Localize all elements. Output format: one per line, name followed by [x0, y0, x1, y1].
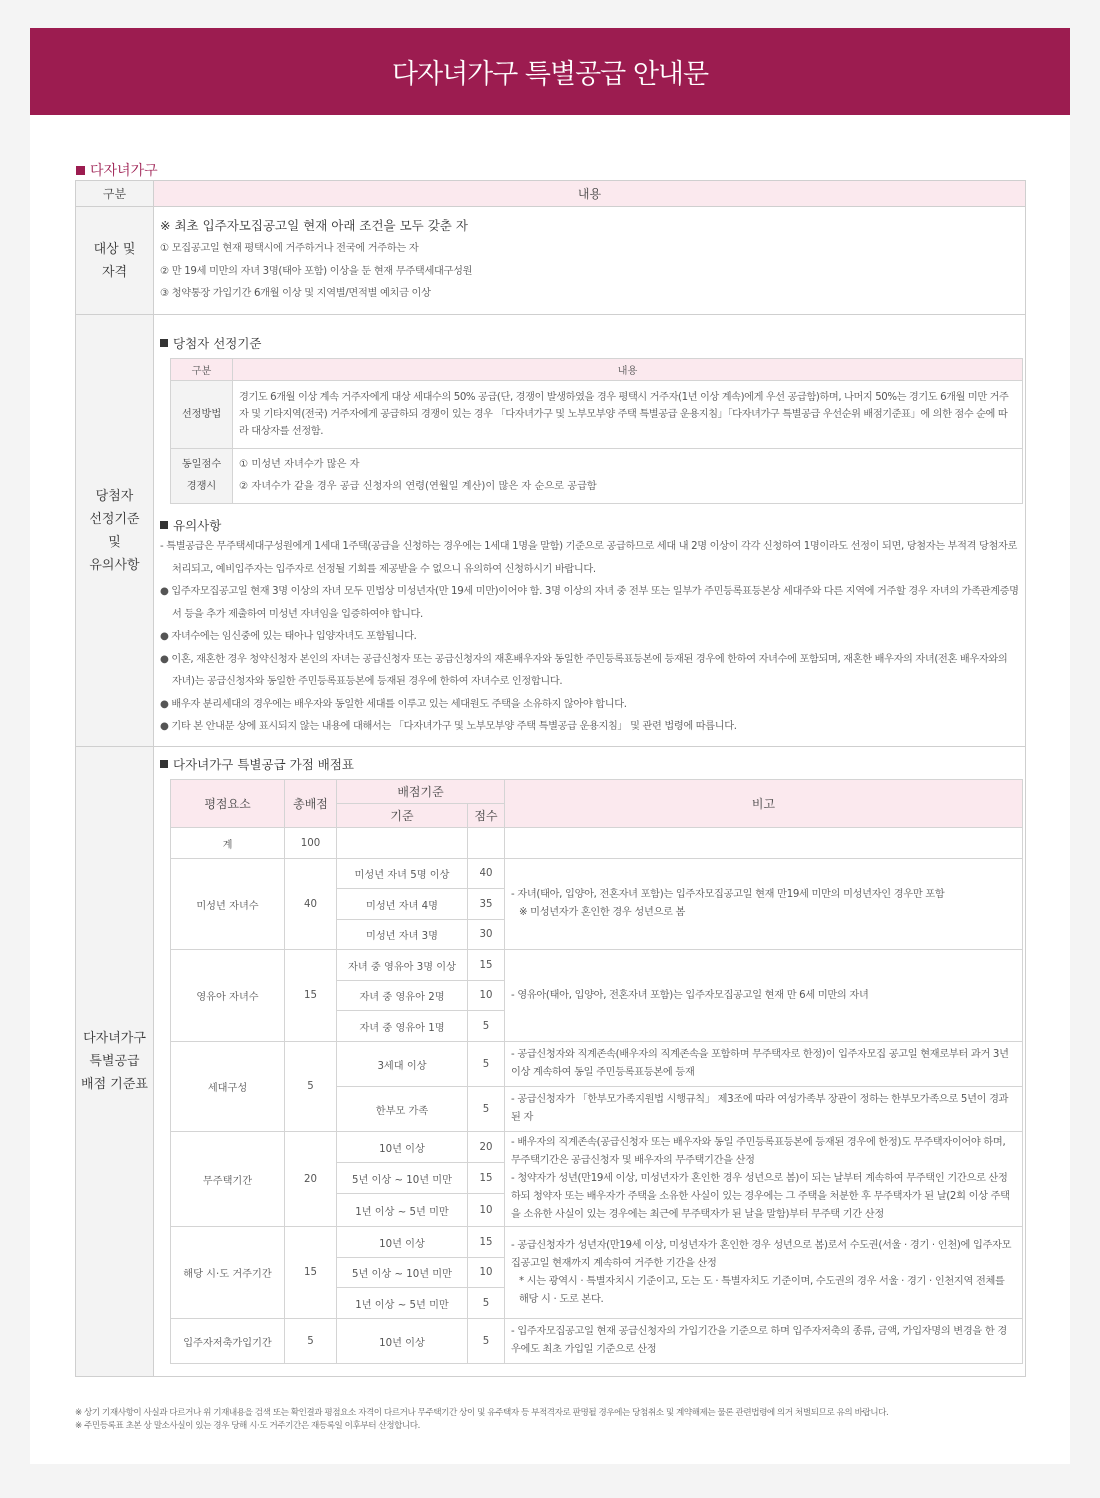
remark-line: * 시는 광역시 · 특별자치시 기준이고, 도는 도 · 특별자치도 기준이며, 수도권의 경우 서울 · 경기 · 인천지역 전체를 해당 시 · 도로 본다.: [519, 1275, 1005, 1305]
score-cell: 35: [468, 889, 505, 920]
note-item: ● 이혼, 재혼한 경우 청약신청자 본인의 자녀는 공급신청자 또는 공급신청자의 재혼배우자와 동일한 주민등록표등본에 등재된 경우에 한하여 자녀수에 포함되며, 재혼한 배우자의 자녀(전혼 배우자와의 자녀)는 공급신청자와 동일한 주민등록표등본에 등재된 경우에 한하여 자녀수로 인정합니다.: [160, 653, 1008, 688]
criteria-cell: 자녀 중 영유아 2명: [337, 981, 468, 1011]
qualification-content: [154, 207, 1026, 315]
method-text: 경기도 6개월 이상 계속 거주자에게 대상 세대수의 50% 공급(단, 경쟁이 발생하였을 경우 평택시 거주자(1년 이상 계속)에게 우선 공급함)하며, 나머지 50%는 경기도 6개월 미만 거주자 및 기타지역(전국) 거주자에게 공급하되 경쟁이 있는 경우 「다자녀가구 및 노부모부양 주택 특별공급 운용지침」「다자녀가구 특별공급 우선순위 배점기준표」에 의한 점수 순에 따라 대상자를 선정함.: [233, 381, 1023, 449]
criteria-cell: 1년 이상 ~ 5년 미만: [337, 1194, 468, 1227]
criteria-cell: 10년 이상: [337, 1132, 468, 1163]
remark-cell: - 영유아(태아, 입양아, 전혼자녀 포함)는 입주자모집공고일 현재 만 6세 미만의 자녀: [505, 950, 1023, 1042]
remark-cell: - 공급신청자가 「한부모가족지원법 시행규칙」 제3조에 따라 여성가족부 장관이 정하는 한부모가족으로 5년이 경과된 자: [505, 1087, 1023, 1132]
square-bullet-icon: [160, 521, 168, 529]
score-cell: 5: [468, 1042, 505, 1087]
page: [30, 28, 1070, 1464]
label-line: 선정기준: [89, 511, 140, 527]
qualification-item: ① 모집공고일 현재 평택시에 거주하거나 전국에 거주하는 자: [160, 243, 419, 255]
criteria-title: 당첨자 선정기준: [173, 336, 262, 352]
label-line: 배점 기준표: [81, 1077, 148, 1092]
remark-cell: - 공급신청자와 직계존속(배우자의 직계존속을 포함하며 무주택자로 한정)이 입주자모집 공고일 현재로부터 과거 3년 이상 계속하여 동일 주민등록표등본에 등재: [505, 1042, 1023, 1087]
criteria-cell: 한부모 가족: [337, 1087, 468, 1132]
header-factor: 평점요소: [171, 780, 285, 828]
qualification-item: ② 만 19세 미만의 자녀 3명(태아 포함) 이상을 둔 현재 무주택세대구성원: [160, 265, 473, 277]
label-line: 대상 및: [93, 241, 136, 257]
total-cell: 5: [285, 1319, 337, 1364]
remark-line: - 청약자가 성년(만19세 이상, 미성년자가 혼인한 경우 성년으로 봄)이 되는 날부터 계속하여 무주택인 기간으로 산정하되 청약자 또는 배우자가 주택을 소유한 사실이 있는 경우에는 그 주택을 처분한 후 무주택자가 된 날(2회 이상 주택을 소유한 사실이 있는 경우에는 최근에 무주택자가 된 날을 말함)부터 무주택 기간 산정: [511, 1173, 1010, 1220]
score-cell: 10: [468, 1258, 505, 1288]
total-cell: 20: [285, 1132, 337, 1227]
label-line: 유의사항: [89, 557, 140, 573]
score-cell: 40: [468, 859, 505, 889]
empty-cell: [468, 828, 505, 859]
criteria-subtitle: [160, 334, 1019, 352]
remark-line: - 자녀(태아, 입양아, 전혼자녀 포함)는 입주자모집공고일 현재 만19세 미만의 미성년자인 경우만 포함: [511, 889, 945, 900]
label-line: 당첨자: [95, 488, 134, 504]
criteria-table: [170, 358, 1023, 504]
score-cell: 5: [468, 1011, 505, 1042]
label-line: 자격: [101, 264, 128, 280]
score-cell: 20: [468, 1132, 505, 1163]
col-header-category: 구분: [76, 181, 154, 207]
note-item: ● 기타 본 안내문 상에 표시되지 않는 내용에 대해서는 「다자녀가구 및 노부모부양 주택 특별공급 운용지침」 및 관련 법령에 따릅니다.: [160, 721, 737, 733]
score-cell: 30: [468, 920, 505, 950]
square-bullet-icon: [160, 339, 168, 347]
scoring-table: [170, 779, 1023, 1364]
score-cell: 5: [468, 1319, 505, 1364]
scoring-content: [154, 747, 1026, 1377]
total-row-total: 100: [285, 828, 337, 859]
note-item: ● 자녀수에는 임신중에 있는 태아나 입양자녀도 포함됩니다.: [160, 631, 417, 643]
score-cell: 15: [468, 1227, 505, 1258]
remark-line: - 배우자의 직계존속(공급신청자 또는 배우자와 동일 주민등록표등본에 등재된 경우에 한정)도 무주택자이어야 하며, 무주택기간은 공급신청자 및 배우자의 무주택기간을 산정: [511, 1137, 1006, 1166]
label-line: 동일점수: [181, 459, 222, 471]
criteria-cell: 미성년 자녀 4명: [337, 889, 468, 920]
footnote: ※ 주민등록표 초본 상 말소사실이 있는 경우 당해 시·도 거주기간은 재등록일 이후부터 산정합니다.: [75, 1421, 420, 1431]
qualification-heading: ※ 최초 입주자모집공고일 현재 아래 조건을 모두 갖춘 자: [160, 218, 468, 234]
criteria-cell: 미성년 자녀 3명: [337, 920, 468, 950]
scoring-subtitle: [160, 755, 1019, 773]
tie-item: ① 미성년 자녀수가 많은 자: [239, 459, 360, 471]
tie-item: ② 자녀수가 같을 경우 공급 신청자의 연령(연월일 계산)이 많은 자 순으로 공급함: [239, 481, 597, 493]
scoring-title: 다자녀가구 특별공급 가점 배점표: [173, 757, 354, 772]
page-title-banner: [30, 28, 1070, 115]
page-title: 다자녀가구 특별공급 안내문: [391, 59, 709, 90]
notes-title: 유의사항: [173, 518, 222, 534]
header-criteria: 기준: [337, 804, 468, 828]
remark-cell: [505, 1227, 1023, 1319]
selection-label: [76, 315, 154, 747]
qualification-label: [76, 207, 154, 315]
footnote: ※ 상기 기재사항이 사실과 다르거나 위 기재내용을 검색 또는 확인결과 평점요소 자격이 다르거나 무주택기간 상이 및 유주택자 등 부적격자로 판명될 경우에는 당첨취소 및 계약해제는 물론 관련법령에 의거 처벌되므로 유의 바랍니다.: [75, 1408, 889, 1418]
score-cell: 15: [468, 1163, 505, 1194]
method-label: 선정방법: [171, 381, 233, 449]
section-title: [76, 160, 158, 180]
remark-cell: [505, 859, 1023, 950]
scoring-label: [76, 747, 154, 1377]
selection-content: [154, 315, 1026, 747]
criteria-cell: 10년 이상: [337, 1227, 468, 1258]
factor-cell: 해당 시·도 거주기간: [171, 1227, 285, 1319]
note-item: ● 입주자모집공고일 현재 3명 이상의 자녀 모두 민법상 미성년자(만 19세 미만)이어야 함. 3명 이상의 자녀 중 전부 또는 일부가 주민등록표등본상 세대주와 다른 지역에 거주할 경우 자녀의 가족관계증명서 등을 추가 제출하여 미성년 자녀임을 입증하여야 합니다.: [160, 586, 1019, 620]
criteria-cell: 3세대 이상: [337, 1042, 468, 1087]
section-title-text: 다자녀가구: [90, 163, 158, 179]
total-cell: 15: [285, 1227, 337, 1319]
label-line: 특별공급: [89, 1054, 140, 1069]
square-bullet-icon: [76, 166, 85, 175]
remark-line: ※ 미성년자가 혼인한 경우 성년으로 봄: [519, 907, 686, 918]
factor-cell: 미성년 자녀수: [171, 859, 285, 950]
empty-cell: [337, 828, 468, 859]
header-score: 점수: [468, 804, 505, 828]
remark-line: - 공급신청자가 성년자(만19세 이상, 미성년자가 혼인한 경우 성년으로 봄)로서 수도권(서울 · 경기 · 인천)에 입주자모집공고일 현재까지 계속하여 거주한 기간을 산정: [511, 1239, 1012, 1269]
note-item: - 특별공급은 무주택세대구성원에게 1세대 1주택(공급을 신청하는 경우에는 1세대 1명을 말함) 기준으로 공급하므로 세대 내 2명 이상이 각각 신청하여 1명이라도 선정이 되면, 당첨자는 부적격 당첨자로 처리되고, 예비입주자는 입주자로 선정될 기회를 제공받을 수 없으니 유의하여 신청하시기 바랍니다.: [160, 541, 1017, 575]
score-cell: 5: [468, 1087, 505, 1132]
remark-cell: [505, 1132, 1023, 1227]
criteria-cell: 1년 이상 ~ 5년 미만: [337, 1288, 468, 1319]
factor-cell: 무주택기간: [171, 1132, 285, 1227]
criteria-cell: 5년 이상 ~ 10년 미만: [337, 1163, 468, 1194]
total-row-label: 계: [171, 828, 285, 859]
label-line: 다자녀가구: [83, 1031, 146, 1046]
criteria-cell: 미성년 자녀 5명 이상: [337, 859, 468, 889]
square-bullet-icon: [160, 760, 168, 768]
criteria-cell: 10년 이상: [337, 1319, 468, 1364]
remark-cell: - 입주자모집공고일 현재 공급신청자의 가입기간을 기준으로 하며 입주자저축의 종류, 금액, 가입자명의 변경을 한 경우에도 최초 가입일 기준으로 산정: [505, 1319, 1023, 1364]
score-cell: 15: [468, 950, 505, 981]
score-cell: 5: [468, 1288, 505, 1319]
tie-content: [233, 449, 1023, 504]
label-line: 및: [108, 534, 121, 550]
header-criteria-group: 배점기준: [337, 780, 505, 804]
col-header-content: 내용: [154, 181, 1026, 207]
factor-cell: 영유아 자녀수: [171, 950, 285, 1042]
inner-header-content: 내용: [233, 359, 1023, 381]
qualification-item: ③ 청약통장 가입기간 6개월 이상 및 지역별/면적별 예치금 이상: [160, 288, 431, 300]
score-cell: 10: [468, 981, 505, 1011]
label-line: 경쟁시: [186, 481, 217, 493]
main-table: [75, 180, 1026, 1377]
criteria-cell: 자녀 중 영유아 3명 이상: [337, 950, 468, 981]
total-cell: 40: [285, 859, 337, 950]
criteria-cell: 자녀 중 영유아 1명: [337, 1011, 468, 1042]
header-total: 총배점: [285, 780, 337, 828]
footnotes: [75, 1407, 888, 1433]
factor-cell: 세대구성: [171, 1042, 285, 1132]
total-cell: 5: [285, 1042, 337, 1132]
note-item: ● 배우자 분리세대의 경우에는 배우자와 동일한 세대를 이루고 있는 세대원도 주택을 소유하지 않아야 합니다.: [160, 698, 627, 710]
header-remark: 비고: [505, 780, 1023, 828]
inner-header-category: 구분: [171, 359, 233, 381]
notes-subtitle: [160, 516, 1019, 534]
factor-cell: 입주자저축가입기간: [171, 1319, 285, 1364]
score-cell: 10: [468, 1194, 505, 1227]
total-cell: 15: [285, 950, 337, 1042]
empty-cell: [505, 828, 1023, 859]
tie-label: [171, 449, 233, 504]
criteria-cell: 5년 이상 ~ 10년 미만: [337, 1258, 468, 1288]
